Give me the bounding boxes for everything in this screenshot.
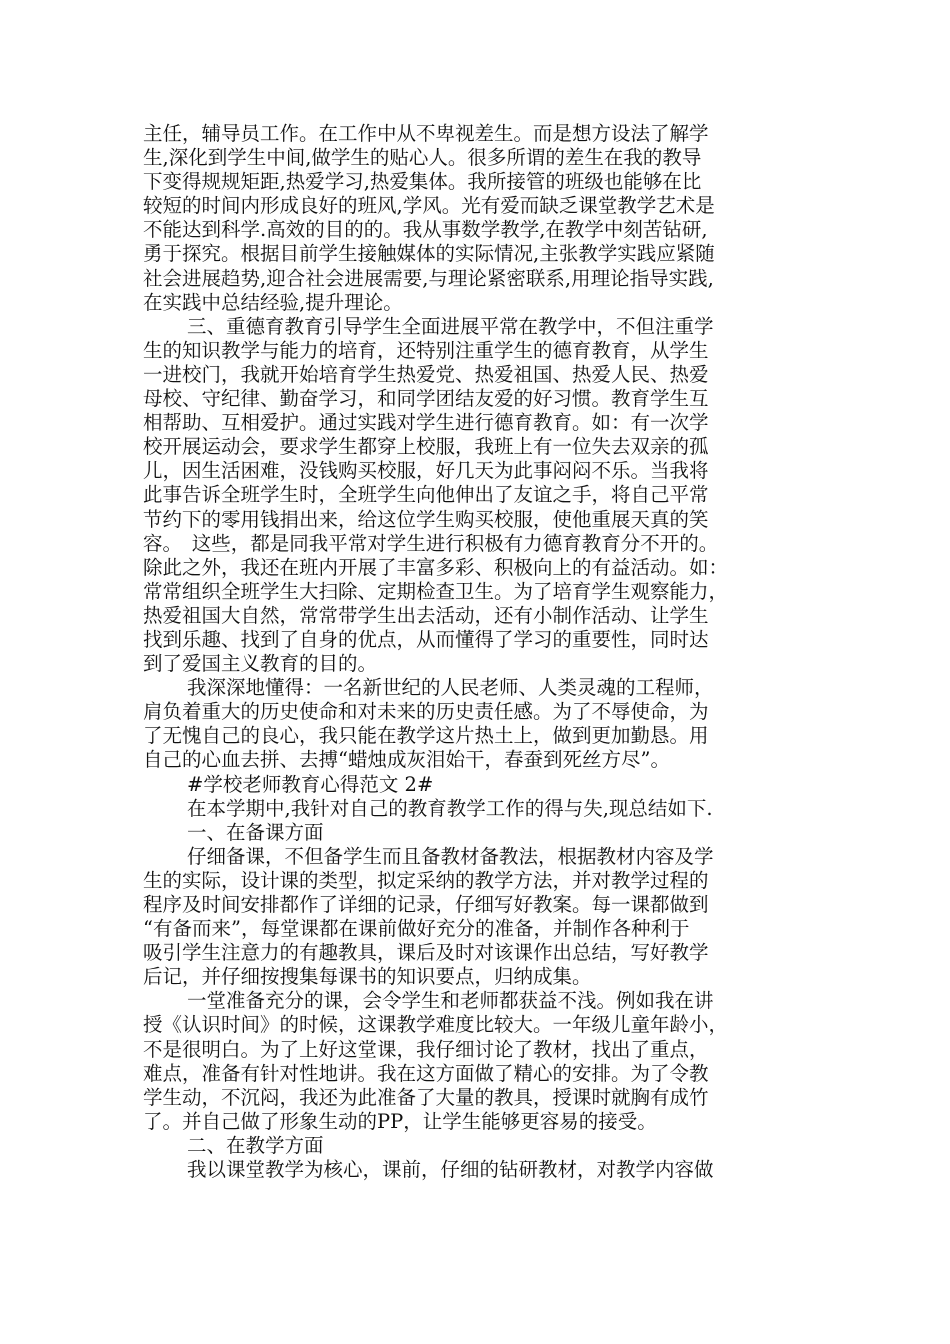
text-line: 社会进展趋势,迎合社会进展需要,与理论紧密联系,用理论指导实践, xyxy=(143,266,714,290)
text-line: 吸引学生注意力的有趣教具，课后及时对该课作出总结，写好教学 xyxy=(143,941,709,965)
text-line: 到了爱国主义教育的目的。 xyxy=(143,652,378,676)
document-body xyxy=(143,122,823,1182)
text-line: 生的知识教学与能力的培育，还特别注重学生的德育教育，从学生 xyxy=(143,338,709,362)
text-line: 在实践中总结经验,提升理论。 xyxy=(143,290,403,314)
text-line: 生的实际，设计课的类型，拟定采纳的教学方法，并对教学过程的 xyxy=(143,868,709,892)
text-line: 校开展运动会，要求学生都穿上校服，我班上有一位失去双亲的孤 xyxy=(143,435,709,459)
text-line: 主任，辅导员工作。在工作中从不卑视差生。而是想方设法了解学 xyxy=(143,122,709,145)
paragraph-first-line: 一堂准备充分的课，会令学生和老师都获益不浅。例如我在讲 xyxy=(187,989,714,1013)
text-line: 相帮助、互相爱护。通过实践对学生进行德育教育。如：有一次学 xyxy=(143,411,709,435)
paragraph-first-line: 我以课堂教学为核心，课前，仔细的钻研教材，对教学内容做 xyxy=(187,1158,714,1182)
text-line: 了无愧自己的良心，我只能在教学这片热土上，做到更加勤恳。用 xyxy=(143,724,709,748)
paragraph-first-line: 我深深地懂得：一名新世纪的人民老师、人类灵魂的工程师， xyxy=(187,676,714,700)
text-line: 容。 这些，都是同我平常对学生进行积极有力德育教育分不开的。 xyxy=(143,531,719,555)
text-line: 后记，并仔细按搜集每课书的知识要点，归纳成集。 xyxy=(143,965,592,989)
text-line: 一进校门，我就开始培育学生热爱党、热爱祖国、热爱人民、热爱 xyxy=(143,362,709,386)
paragraph-first-line: 一、在备课方面 xyxy=(187,820,324,844)
text-line: 学生动，不沉闷，我还为此准备了大量的教具，授课时就胸有成竹 xyxy=(143,1085,709,1109)
text-line: 下变得规规矩距,热爱学习,热爱集体。我所接管的班级也能够在比 xyxy=(143,170,702,194)
text-line: 肩负着重大的历史使命和对未来的历史责任感。为了不辱使命，为 xyxy=(143,700,709,724)
text-line: 节约下的零用钱捐出来，给这位学生购买校服，使他重展天真的笑 xyxy=(143,507,709,531)
paragraph-first-line: 在本学期中,我针对自己的教育教学工作的得与失,现总结如下. xyxy=(187,796,713,820)
text-line: 除此之外，我还在班内开展了丰富多彩、积极向上的有益活动。如： xyxy=(143,555,729,579)
text-line: 常常组织全班学生大扫除、定期检查卫生。为了培育学生观察能力， xyxy=(143,579,729,603)
paragraph-first-line: 三、重德育教育引导学生全面进展平常在教学中，不但注重学 xyxy=(187,314,714,338)
paragraph-first-line: 二、在教学方面 xyxy=(187,1133,324,1157)
text-line: “有备而来”，每堂课都在课前做好充分的准备，并制作各种利于 xyxy=(143,917,690,941)
text-line: 较短的时间内形成良好的班风,学风。光有爱而缺乏课堂教学艺术是 xyxy=(143,194,715,218)
text-line: 生,深化到学生中间,做学生的贴心人。很多所谓的差生在我的教导 xyxy=(143,146,702,170)
text-line: 勇于探究。根据目前学生接触媒体的实际情况,主张教学实践应紧随 xyxy=(143,242,715,266)
text-line: 儿，因生活困难，没钱购买校服，好几天为此事闷闷不乐。当我将 xyxy=(143,459,709,483)
text-line: 热爱祖国大自然，常常带学生出去活动，还有小制作活动、让学生 xyxy=(143,603,709,627)
text-line: 母校、守纪律、勤奋学习，和同学团结友爱的好习惯。教育学生互 xyxy=(143,387,709,411)
text-line: 找到乐趣、找到了自身的优点，从而懂得了学习的重要性，同时达 xyxy=(143,627,709,651)
text-line: 程序及时间安排都作了详细的记录，仔细写好教案。每一课都做到 xyxy=(143,893,709,916)
text-line: 自己的心血去拼、去搏“蜡烛成灰泪始干，春蚕到死丝方尽”。 xyxy=(143,748,670,772)
text-line: 不能达到科学.高效的目的的。我从事数学教学,在教学中刻苦钻研, xyxy=(143,218,708,242)
text-line: 了。并自己做了形象生动的PP，让学生能够更容易的接受。 xyxy=(143,1109,657,1133)
text-line: 难点，准备有针对性地讲。我在这方面做了精心的安排。为了令教 xyxy=(143,1061,709,1085)
text-line: 不是很明白。为了上好这堂课，我仔细讨论了教材，找出了重点， xyxy=(143,1037,709,1061)
paragraph-first-line: 仔细备课，不但备学生而且备教材备教法，根据教材内容及学 xyxy=(187,844,714,868)
text-line: 此事告诉全班学生时，全班学生向他伸出了友谊之手，将自己平常 xyxy=(143,483,709,507)
text-line: 授《认识时间》的时候，这课教学难度比较大。一年级儿童年龄小， xyxy=(143,1013,729,1037)
paragraph-first-line: #学校老师教育心得范文 2# xyxy=(187,772,434,796)
